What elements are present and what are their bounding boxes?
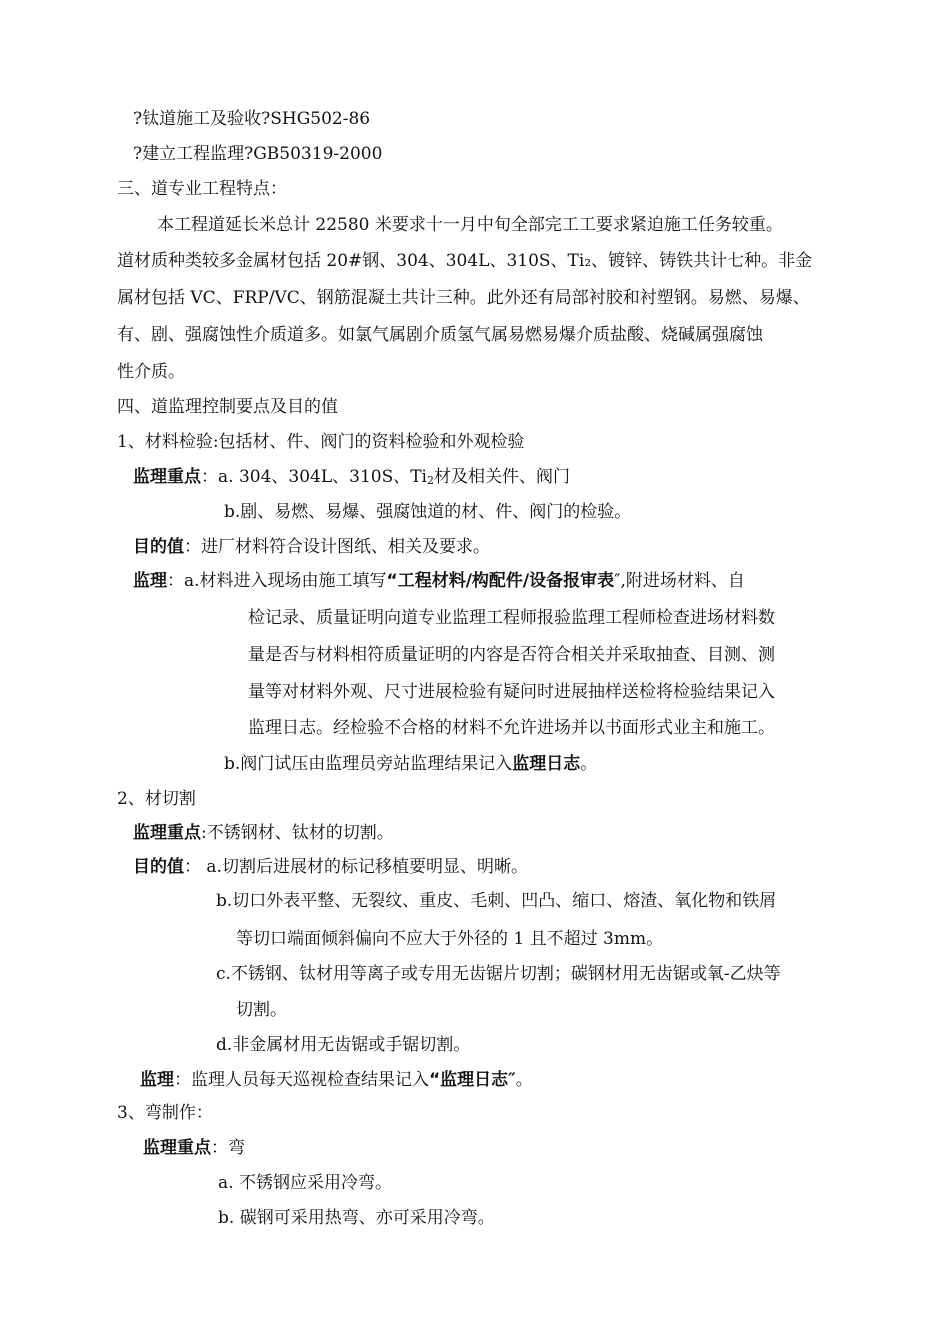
item-3-focus-text: ：弯 <box>211 1138 245 1158</box>
item-2-focus-line <box>133 822 394 844</box>
item-1-focus-line <box>133 466 570 492</box>
item-1-heading: 1、材料检验:包括材、件、阀门的资料检验和外观检验 <box>117 432 525 452</box>
item-1-focus-a: ：a. 304、304L、310S、Ti <box>201 467 427 487</box>
section-4-heading: 四、道监理控制要点及目的值 <box>117 397 338 417</box>
item-2-target-line <box>133 856 528 878</box>
section-3-heading: 三、道专业工程特点： <box>117 179 287 199</box>
item-3-heading: 3、弯制作： <box>117 1103 213 1123</box>
section-3-paragraph-line-3: 属材包括 VC、FRP/VC、钢筋混凝土共计三种。此外还有局部衬胶和衬塑钢。易燃、易爆、 <box>117 288 810 308</box>
section-3-paragraph-line-1: 本工程道延长米总计 22580 米要求十一月中旬全部完工工要求紧迫施工任务较重。 <box>157 215 783 235</box>
item-2-target-a: ： a.切割后进展材的标记移植要明显、明晰。 <box>184 857 528 877</box>
item-2-target-b-line-1: b.切口外表平整、无裂纹、重皮、毛刺、凹凸、缩口、熔渣、氧化物和铁屑 <box>216 891 777 911</box>
item-2-focus-label: 监理重点 <box>133 823 201 843</box>
item-1-focus-b: b.剧、易燃、易爆、强腐蚀道的材、件、阀门的检验。 <box>224 502 632 522</box>
item-2-target-c-line-1: c.不锈钢、钛材用等离子或专用无齿锯片切割；碳钢材用无齿锯或氧-乙炔等 <box>216 964 781 984</box>
section-3-paragraph-line-5: 性介质。 <box>117 362 185 382</box>
supervision-log-name-2: “监理日志″ <box>429 1070 516 1090</box>
item-2-supervision-label: 监理 <box>140 1070 174 1090</box>
item-3-a: a. 不锈钢应采用冷弯。 <box>218 1173 392 1193</box>
item-2-supervision-end: 。 <box>515 1070 533 1090</box>
item-3-b: b. 碳钢可采用热弯、亦可采用冷弯。 <box>218 1208 495 1228</box>
item-1-target-line <box>133 536 490 558</box>
item-3-focus-line <box>143 1137 245 1159</box>
section-3-paragraph-line-4: 有、剧、强腐蚀性介质道多。如氯气属剧介质氢气属易燃易爆介质盐酸、烧碱属强腐蚀 <box>117 325 763 345</box>
item-1-focus-a-subscript: 2 <box>427 474 434 487</box>
item-1-supervision-line-5: 监理日志。经检验不合格的材料不允许进场并以书面形式业主和施工。 <box>248 718 775 738</box>
item-1-supervision-a-pre: ：a.材料进入现场由施工填写 <box>167 571 387 591</box>
item-2-heading: 2、材切割 <box>117 789 196 809</box>
item-3-focus-label: 监理重点 <box>143 1138 211 1158</box>
item-1-target-label: 目的值 <box>133 537 184 557</box>
item-2-target-c-line-2: 切割。 <box>236 1000 287 1020</box>
item-1-supervision-line-1 <box>133 570 745 592</box>
item-1-supervision-line-3: 量是否与材料相符质量证明的内容是否符合相关并采取抽查、目测、测 <box>248 645 775 665</box>
item-2-target-b-line-2: 等切口端面倾斜偏向不应大于外径的 1 且不超过 3mm。 <box>236 929 664 949</box>
supervision-log-name: 监理日志 <box>512 754 581 774</box>
standard-line-1: ?钛道施工及验收?SHG502-86 <box>133 109 371 129</box>
item-1-focus-label: 监理重点 <box>133 467 201 487</box>
section-3-paragraph-line-2: 道材质种类较多金属材包括 20#钢、304、304L、310S、Ti₂、镀锌、铸铁共计七种。非金 <box>117 251 813 271</box>
material-report-form-name: “工程材料/构配件/设备报审表 <box>386 571 615 591</box>
item-1-supervision-b <box>224 753 597 775</box>
item-1-supervision-line-4: 量等对材料外观、尺寸进展检验有疑问时进展抽样送检将检验结果记入 <box>248 682 775 702</box>
item-2-supervision-line <box>140 1069 533 1091</box>
item-2-target-d: d.非金属材用无齿锯或手锯切割。 <box>216 1035 471 1055</box>
item-1-supervision-b-pre: b.阀门试压由监理员旁站监理结果记入 <box>224 754 513 774</box>
item-2-focus-text: :不锈钢材、钛材的切割。 <box>201 823 394 843</box>
item-2-target-label: 目的值 <box>133 857 184 877</box>
item-1-supervision-b-end: 。 <box>580 754 598 774</box>
item-1-supervision-line-2: 检记录、质量证明向道专业监理工程师报验监理工程师检查进场材料数 <box>248 608 775 628</box>
item-1-target-text: ：进厂材料符合设计图纸、相关及要求。 <box>184 537 490 557</box>
item-2-supervision-pre: ：监理人员每天巡视检查结果记入 <box>174 1070 429 1090</box>
item-1-focus-a-end: 材及相关件、阀门 <box>434 467 570 487</box>
item-1-supervision-label: 监理 <box>133 571 167 591</box>
standard-line-2: ?建立工程监理?GB50319-2000 <box>133 144 383 164</box>
item-1-supervision-a-post: ″,附进场材料、自 <box>614 571 745 591</box>
